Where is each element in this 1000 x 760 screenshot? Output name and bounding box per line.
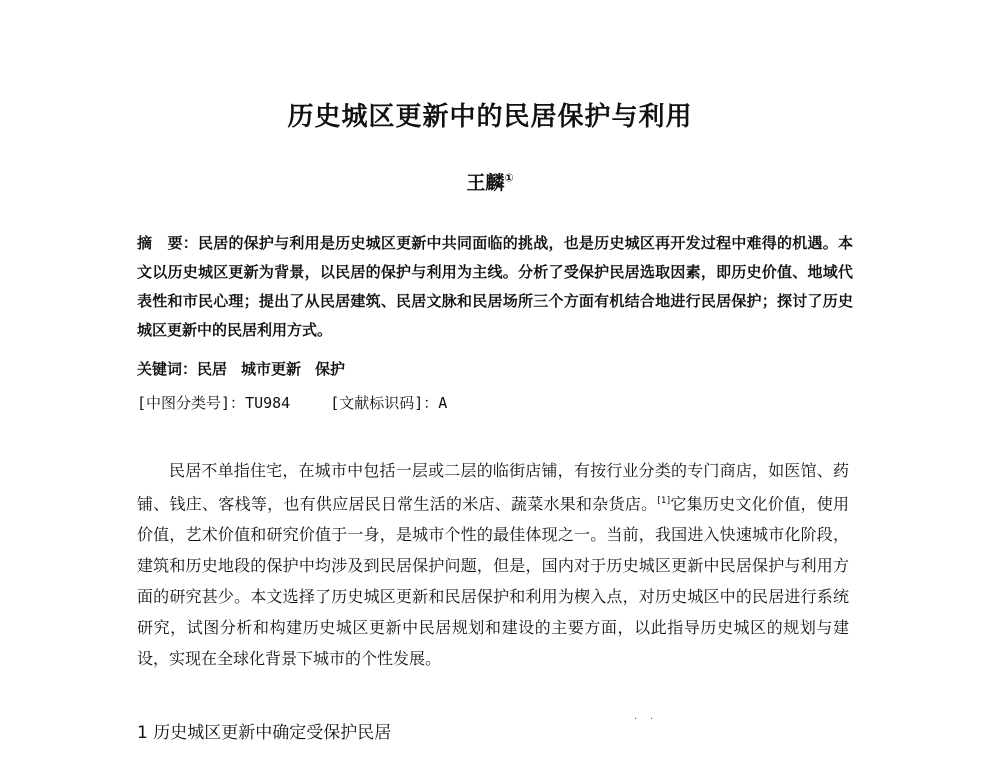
keyword-item: 民居 bbox=[197, 360, 228, 378]
body-text-part-2: 它集历史文化价值，使用价值，艺术价值和研究价值于一身，是城市个性的最佳体现之一。当前，我国进入快速城市化阶段，建筑和历史地段的保护中均涉及到民居保护问题，但是，国内对于历史城区更新中民居保护与利用方面的研究甚少。本文选择了历史城区更新和民居保护和利用为楔入点，对历史城区中的民居进行系统研究，试图分析和构建历史城区更新中民居规划和建设的主要方面，以此指导历史城区的规划与建设，实现在全球化背景下城市的个性发展。 bbox=[137, 494, 849, 669]
keywords-line bbox=[137, 358, 853, 379]
clc-label: [中图分类号]： bbox=[137, 394, 246, 412]
reference-mark[interactable]: [1] bbox=[657, 496, 671, 506]
body-paragraph bbox=[137, 455, 849, 674]
paper-title: 历史城区更新中的民居保护与利用 bbox=[287, 102, 693, 132]
author-footnote-mark[interactable]: ① bbox=[504, 171, 514, 185]
author-line bbox=[0, 168, 980, 195]
abstract-text: 民居的保护与利用是历史城区更新中共同面临的挑战，也是历史城区再开发过程中难得的机遇。本文以历史城区更新为背景，以民居的保护与利用为主线。分析了受保护民居选取因素，即历史价值、地域代表性和市民心理；提出了从民居建筑、民居文脉和民居场所三个方面有机结合地进行民居保护；探讨了历史城区更新中的民居利用方式。 bbox=[137, 234, 853, 339]
clc-value: TU984 bbox=[245, 394, 291, 412]
section-heading: 1 历史城区更新中确定受保护民居 bbox=[137, 723, 392, 743]
classification-line bbox=[137, 392, 853, 413]
abstract bbox=[137, 229, 853, 345]
doc-code-value: A bbox=[438, 394, 448, 412]
scan-specks: · · bbox=[634, 714, 654, 725]
author-name: 王麟 bbox=[466, 172, 505, 194]
keyword-item: 城市更新 bbox=[241, 360, 302, 378]
body-text-part-1: 民居不单指住宅，在城市中包括一层或二层的临街店铺，有按行业分类的专门商店，如医馆、药铺、钱庄、客栈等，也有供应居民日常生活的米店、蔬菜水果和杂货店。 bbox=[137, 461, 849, 514]
abstract-label: 摘 要： bbox=[137, 234, 198, 252]
keywords-label: 关键词： bbox=[137, 360, 198, 378]
doc-code-label: [文献标识码]： bbox=[330, 394, 439, 412]
keyword-item: 保护 bbox=[315, 360, 346, 378]
